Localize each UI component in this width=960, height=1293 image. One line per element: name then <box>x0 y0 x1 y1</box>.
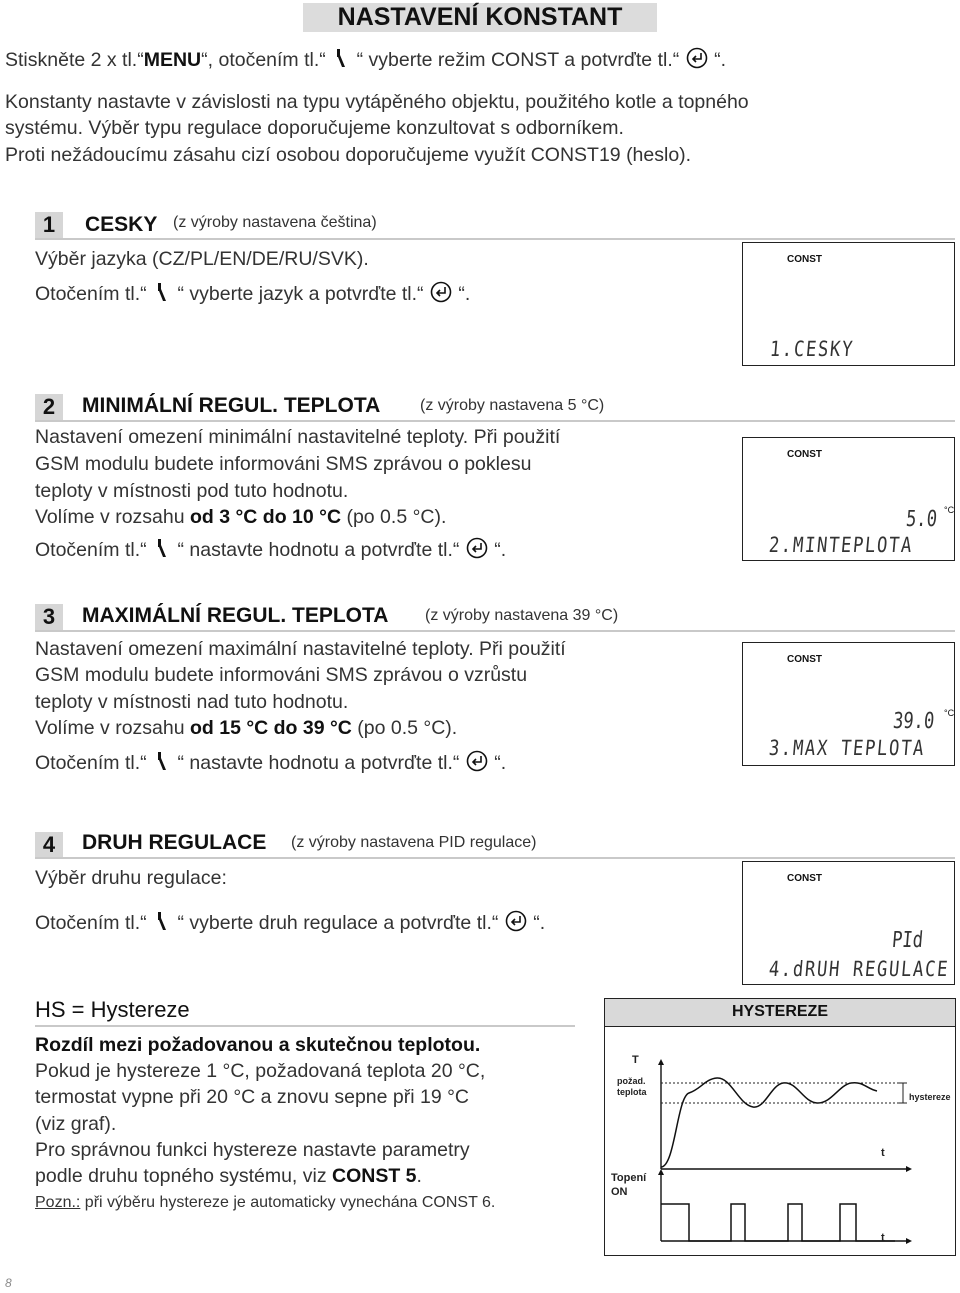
hs-line-4: Pro správnou funkci hystereze nastavte parametry <box>35 1139 470 1161</box>
turn-text: Otočením tl.“ <box>35 912 147 934</box>
knob-icon <box>152 281 172 303</box>
section-4-divider <box>35 857 955 859</box>
hysteresis-graph <box>604 998 956 1256</box>
enter-icon <box>685 47 709 69</box>
menu-key-name: MENU <box>143 49 202 71</box>
turn-text: “. <box>533 912 546 934</box>
lcd-label: CONST <box>787 873 822 884</box>
lcd-text: 1.CESKY <box>768 337 856 361</box>
section-4-turn <box>35 910 545 937</box>
intro-line-1 <box>5 47 726 74</box>
time-axis-label-2: t <box>881 1232 885 1244</box>
turn-text: “. <box>494 539 507 561</box>
page-number: 8 <box>5 1276 12 1290</box>
lcd-display-4 <box>742 861 955 985</box>
graph-plot <box>605 999 955 1255</box>
note-label: Pozn.: <box>35 1194 81 1211</box>
section-1-number: 1 <box>35 212 63 238</box>
turn-text: “. <box>494 752 507 774</box>
range-text: Volíme v rozsahu <box>35 506 190 528</box>
turn-text: “ vyberte druh regulace a potvrďte tl.“ <box>177 912 499 934</box>
intro-text: “, otočením tl.“ <box>201 49 326 71</box>
hs-title: HS = Hystereze <box>35 997 190 1022</box>
enter-icon <box>465 750 489 772</box>
enter-icon <box>465 537 489 559</box>
turn-text: “. <box>458 283 471 305</box>
section-3-line-2: GSM modulu budete informováni SMS zprávou o vzrůstu <box>35 664 528 686</box>
page-title: NASTAVENÍ KONSTANT <box>337 3 623 31</box>
intro-text: Stiskněte 2 x tl.“ <box>5 49 144 71</box>
section-3-turn <box>35 750 506 777</box>
section-3-line-3: teploty v místnosti nad tuto hodnotu. <box>35 691 349 713</box>
hs-divider <box>35 1025 575 1027</box>
hs-text: podle druhu topného systému, viz <box>35 1165 333 1187</box>
lcd-text: 3.MAX TEPLOTA <box>767 736 927 760</box>
turn-text: “ nastavte hodnotu a potvrďte tl.“ <box>177 752 460 774</box>
turn-text: Otočením tl.“ <box>35 539 147 561</box>
section-1-turn <box>35 281 470 308</box>
hs-note <box>35 1194 495 1212</box>
knob-icon <box>152 750 172 772</box>
section-2-line-2: GSM modulu budete informováni SMS zprávou o poklesu <box>35 453 532 475</box>
section-3-number: 3 <box>35 604 63 630</box>
section-2-number: 2 <box>35 394 63 420</box>
range-text: Volíme v rozsahu <box>35 717 190 739</box>
lcd-value: 39.0 <box>891 709 936 734</box>
hs-definition: Rozdíl mezi požadovanou a skutečnou teplotou. <box>35 1034 481 1056</box>
lcd-text: 4.dRUH REGULACE <box>767 957 951 981</box>
section-1-note: (z výroby nastavena čeština) <box>173 214 377 231</box>
graph-title: HYSTEREZE <box>731 1003 828 1020</box>
hs-line-2: termostat vypne při 20 °C a znovu sepne při 19 °C <box>35 1086 469 1108</box>
lcd-label: CONST <box>787 254 822 265</box>
section-1-line-1: Výběr jazyka (CZ/PL/EN/DE/RU/SVK). <box>35 248 369 270</box>
section-4-line-1: Výběr druhu regulace: <box>35 867 227 889</box>
topeni-label: Topení <box>611 1172 647 1184</box>
knob-icon <box>331 47 351 69</box>
turn-text: “ nastavte hodnotu a potvrďte tl.“ <box>177 539 460 561</box>
intro-line-3: systému. Výběr typu regulace doporučujeme konzultovat s odborníkem. <box>5 117 624 139</box>
lcd-display-2 <box>742 437 955 561</box>
section-3-name: MAXIMÁLNÍ REGUL. TEPLOTA <box>82 604 389 627</box>
range-text: (po 0.5 °C). <box>341 506 447 528</box>
section-3-line-1: Nastavení omezení maximální nastavitelné teploty. Při použití <box>35 638 566 660</box>
on-label: ON <box>611 1186 628 1198</box>
lcd-text: 2.MINTEPLOTA <box>767 533 915 557</box>
enter-icon <box>429 281 453 303</box>
const-ref: CONST 5 <box>332 1165 417 1187</box>
time-axis-label: t <box>881 1147 885 1159</box>
knob-icon <box>152 537 172 559</box>
turn-text: Otočením tl.“ <box>35 283 147 305</box>
range-values: od 15 °C do 39 °C <box>190 717 352 739</box>
hs-text: . <box>416 1165 422 1187</box>
lcd-label: CONST <box>787 654 822 665</box>
section-2-line-3: teploty v místnosti pod tuto hodnotu. <box>35 480 349 502</box>
lcd-unit: °C <box>944 505 955 515</box>
pozad-label: požad. <box>617 1076 646 1086</box>
axis-t-label: T <box>632 1054 639 1066</box>
teplota-label: teplota <box>617 1087 647 1097</box>
range-values: od 3 °C do 10 °C <box>190 506 342 528</box>
lcd-display-1 <box>742 242 955 366</box>
section-4-name: DRUH REGULACE <box>82 831 267 854</box>
section-4-number: 4 <box>35 832 63 858</box>
hs-line-1: Pokud je hystereze 1 °C, požadovaná teplota 20 °C, <box>35 1060 486 1082</box>
intro-text: “ vyberte režim CONST a potvrďte tl.“ <box>356 49 680 71</box>
section-1-divider <box>35 238 955 240</box>
section-2-turn <box>35 537 506 564</box>
turn-text: Otočením tl.“ <box>35 752 147 774</box>
note-text: při výběru hystereze je automaticky vynechána CONST 6. <box>80 1194 496 1211</box>
lcd-value: 5.0 <box>904 507 939 532</box>
hystereze-label: hystereze <box>909 1092 951 1102</box>
knob-icon <box>152 910 172 932</box>
range-text: (po 0.5 °C). <box>351 717 458 739</box>
lcd-unit: °C <box>944 708 955 718</box>
section-1-name: CESKY <box>85 213 158 236</box>
section-3-divider <box>35 630 955 632</box>
hs-line-3: (viz graf). <box>35 1113 117 1135</box>
enter-icon <box>504 910 528 932</box>
turn-text: “ vyberte jazyk a potvrďte tl.“ <box>177 283 424 305</box>
section-3-range <box>35 715 457 742</box>
section-2-range <box>35 504 446 531</box>
lcd-display-3 <box>742 642 955 766</box>
section-2-divider <box>35 420 955 422</box>
intro-line-2: Konstanty nastavte v závislosti na typu vytápěného objektu, použitého kotle a topného <box>5 91 749 113</box>
intro-text: “. <box>714 49 726 71</box>
lcd-label: CONST <box>787 449 822 460</box>
section-2-name: MINIMÁLNÍ REGUL. TEPLOTA <box>82 394 381 417</box>
section-2-line-1: Nastavení omezení minimální nastavitelné teploty. Při použití <box>35 426 561 448</box>
section-3-note: (z výroby nastavena 39 °C) <box>425 607 619 624</box>
section-4-note: (z výroby nastavena PID regulace) <box>291 834 537 851</box>
section-2-note: (z výroby nastavena 5 °C) <box>420 397 605 414</box>
intro-line-4: Proti nežádoucímu zásahu cizí osobou doporučujeme využít CONST19 (heslo). <box>5 144 692 166</box>
hs-line-5 <box>35 1163 422 1190</box>
lcd-value: PId <box>890 928 925 953</box>
